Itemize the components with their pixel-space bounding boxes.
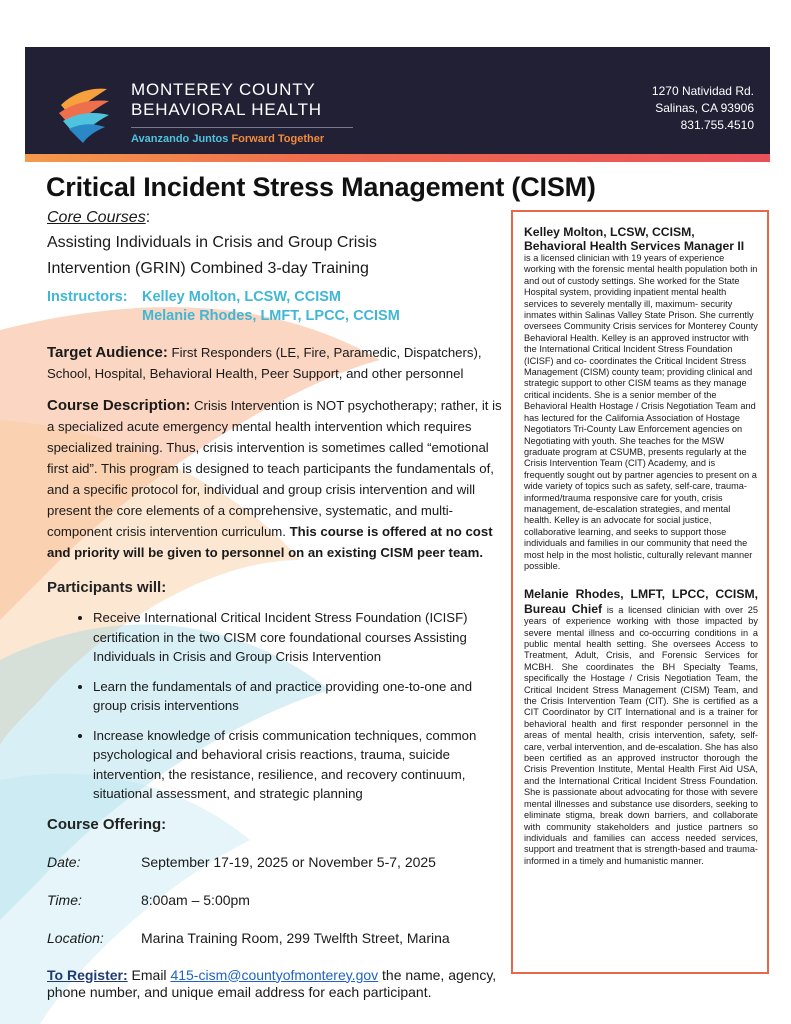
location-label: Location: — [47, 929, 104, 946]
bio-kelley-molton — [524, 225, 758, 572]
org-name-line2: BEHAVIORAL HEALTH — [131, 100, 322, 119]
course-description — [47, 395, 502, 563]
location-value: Marina Training Room, 299 Twelfth Street, Marina — [141, 929, 450, 946]
time-label: Time: — [47, 891, 82, 908]
course-description-text: Crisis Intervention is NOT psychotherapy; rather, it is a specialized acute emergency mental health intervention which requires specialized training. Thus, crisis intervention is sometimes called “emotional first aid”. This program is designed to teach participants the fundamentals of, and a specific protocol for, individual and group crisis intervention and will present the core elements of a comprehensive, systematic, and multi-component crisis intervention curriculum. — [47, 398, 502, 539]
address-street: 1270 Natividad Rd. — [651, 84, 754, 98]
bio1-name: Kelley Molton, LCSW, CCISM, Behavioral Health Services Manager II — [524, 225, 745, 253]
instructors — [47, 288, 502, 326]
participant-outcomes-list — [47, 608, 502, 804]
page-title: Critical Incident Stress Management (CISM) — [46, 172, 596, 202]
bio2-name: Melanie Rhodes, LMFT, LPCC, CCISM, Bureau Chief — [524, 587, 758, 616]
instructor-2: Melanie Rhodes, LMFT, LPCC, CCISM — [142, 308, 400, 324]
phone-number: 831.755.4510 — [680, 118, 754, 132]
location-row — [47, 928, 502, 949]
header-color-stripe — [25, 154, 770, 162]
course-name — [47, 230, 502, 282]
bio1-text: is a licensed clinician with 19 years of experience working with the forensic mental health population both in and out of custody settings. She worked for the State Hospital system, providing inpatient mental health services to severely mentally ill, maximum- security inmates within Salinas Valley State Prison. She currently oversees Community Crisis services for Monterey County Behavioral Health. Kelley is an approved instructor with the International Critical Incident Stress Foundation (ICISF) and co- coordinates the Critical Incident Stress Management (CISM) county team; providing clinical and strategic support to other CISM teams as they manage critical incidents. She is a senior member of the Behavioral Health Hostage / Crisis Negotiation Team and has lectured for the California Association of Hostage Negotiators Tri-County Law Enforcement agencies on Negotiating with youth. She teaches for the MSW graduate program at CSUMB, presents regularly at the Crisis Intervention Team (CIT) Academy, and is frequently sought out by partner agencies to present on a wide variety of topics such as safety, self-care, trauma-informed/trauma responsive care for youth, crisis management, de-escalation strategies, and mental health. Kelley is an advocate for social justice, collaborative learning, and seeks to support those individuals and families in our community that need the most help in the most holistic, culturally relevant manner possible. — [524, 253, 758, 571]
course-description-label: Course Description: — [47, 397, 191, 414]
course-details — [47, 207, 502, 1001]
date-row — [47, 852, 502, 873]
instructors-label: Instructors: — [47, 289, 128, 305]
date-value: September 17-19, 2025 or November 5-7, 2025 — [141, 853, 436, 870]
contact-address — [652, 83, 754, 134]
register-email-link[interactable]: 415-cism@countyofmonterey.gov — [170, 966, 379, 983]
registration-info: To Register: Email 415-cism@countyofmonterey.gov the name, agency, phone number, and unique email address for each participant. — [47, 966, 497, 1000]
time-row — [47, 890, 502, 911]
header-banner — [25, 47, 770, 162]
instructor-1: Kelley Molton, LCSW, CCISM — [142, 289, 341, 305]
tagline-spanish: Avanzando Juntos — [131, 133, 229, 145]
bio2-text: is a licensed clinician with over 25 years of experience working with those impacted by severe mental illness and co-occurring conditions in a public mental health setting. She oversees Access to Treatment, Adult, Crisis, and Forensic Services for MCBH. She coordinates the BH Specialty Teams, specifically the Hostage / Crisis Negotiation Team, the Critical Incident Stress Management (CISM) Team, and the Crisis Intervention Team (CIT). She is certified as a CIT Coordinator by CIT International and is a trainer for behavioral health and first responder personnel in the areas of mental health, crisis intervention, safety, self-care, verbal intervention, and de-escalation. She has also been certified as an approved instructor thorough the Crisis Prevention Institute, Mental Health First Aid USA, and the International Critical Incident Stress Foundation. She is passionate about advocating for those with severe mental illnesses and substance use disorders, seeking to eliminate stigma, break down barriers, and collaborate with community stakeholders and justice partners so individuals and families can access needed services, support and treatment that is strength-based and trauma- informed in a timely and humanistic manner. — [524, 604, 758, 866]
date-label: Date: — [47, 853, 81, 870]
register-label: To Register: — [47, 966, 128, 983]
target-audience-label: Target Audience: — [47, 344, 168, 361]
organization-logo — [55, 71, 113, 143]
tagline-english: Forward Together — [231, 133, 325, 145]
participants-heading: Participants will: — [47, 579, 167, 596]
course-name-line1: Assisting Individuals in Crisis and Group Crisis — [47, 234, 377, 251]
course-offering-heading: Course Offering: — [47, 815, 167, 833]
bio-melanie-rhodes — [524, 587, 758, 867]
list-item: • Learn the fundamentals of and practice providing one-to-one and group crisis interventions — [93, 677, 502, 716]
address-city: Salinas, CA 93906 — [655, 101, 754, 115]
course-name-line2: Intervention (GRIN) Combined 3-day Training — [47, 260, 369, 277]
instructor-bios-box — [511, 210, 769, 974]
target-audience-text: First Responders (LE, Fire, Paramedic, Dispatchers), School, Hospital, Behavioral Health, Peer Support, and other personnel — [47, 345, 482, 381]
tagline-divider — [131, 127, 353, 128]
list-item: • Receive International Critical Incident Stress Foundation (ICISF) certification in the two CISM core foundational courses Assisting Individuals in Crisis and Group Crisis Intervention — [93, 608, 502, 667]
list-item: • Increase knowledge of crisis communication techniques, common psychological and behavioral crisis reactions, trauma, suicide intervention, the resistance, resilience, and recovery continuum, situational assessment, and strategic planning — [93, 726, 502, 804]
course-description-emphasis: This course is offered at no cost and priority will be given to personnel on an existing CISM peer team. — [47, 524, 493, 560]
target-audience — [47, 342, 502, 384]
tagline — [131, 133, 324, 145]
org-name-line1: MONTEREY COUNTY — [131, 80, 316, 99]
time-value: 8:00am – 5:00pm — [141, 891, 250, 908]
core-courses-label: Core Courses: — [47, 209, 151, 226]
